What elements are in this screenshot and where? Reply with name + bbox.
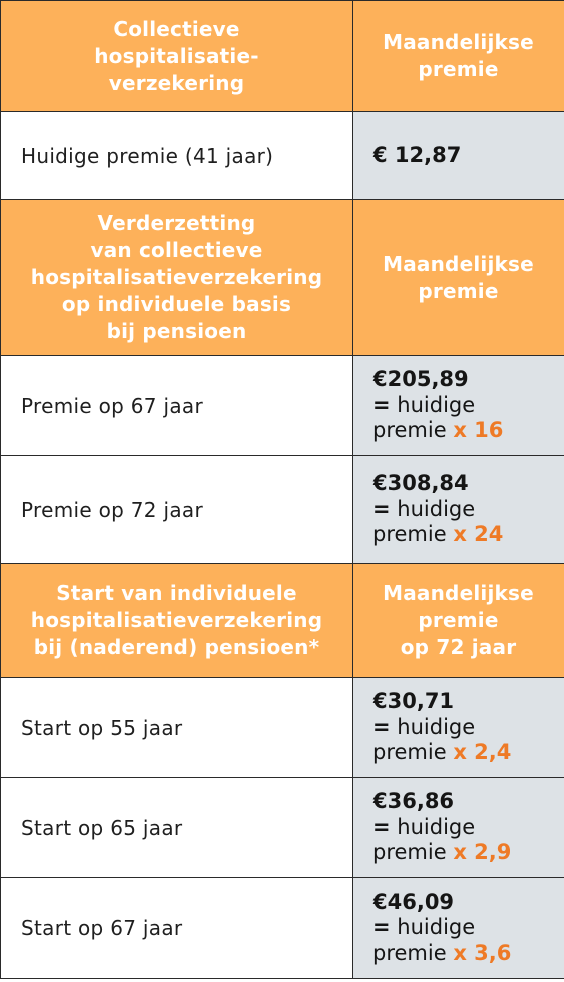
section3-header-left-text: Start van individuele hospitalisatieverzekering bij (naderend) pensioen*: [30, 581, 323, 659]
row-value: [353, 456, 564, 564]
multiplier: x 24: [453, 522, 504, 547]
multiplier: x 16: [453, 418, 504, 443]
premium-description-line1: [373, 393, 564, 419]
premium-description-line2: [373, 522, 564, 548]
description-text: premie: [373, 940, 447, 965]
table-row: [1, 356, 564, 456]
equals-sign: =: [373, 714, 391, 739]
row-value: [353, 878, 564, 979]
premium-amount: € 12,87: [373, 142, 462, 167]
row-label: Start op 67 jaar: [1, 878, 353, 979]
multiplier: x 3,6: [453, 940, 512, 965]
row-label: Premie op 72 jaar: [1, 456, 353, 564]
section1-header-left-text: Collectieve hospitalisatie- verzekering: [94, 16, 259, 95]
table-row: [1, 878, 564, 979]
description-text: huidige: [397, 714, 476, 739]
premium-description-line2: [373, 740, 564, 766]
premium-amount: €36,86: [373, 789, 455, 814]
description-text: huidige: [397, 915, 476, 940]
section2-header-row: [1, 200, 564, 356]
premium-description-line1: [373, 915, 564, 941]
premium-description-line1: [373, 715, 564, 741]
premium-description-line2: [373, 418, 564, 444]
row-value: [353, 778, 564, 878]
row-value: [353, 112, 564, 200]
section3-header-right: [353, 564, 564, 678]
premium-amount: €308,84: [373, 471, 469, 496]
premium-amount: €205,89: [373, 367, 469, 392]
description-text: huidige: [397, 496, 476, 521]
multiplier: x 2,4: [453, 740, 512, 765]
section3-header-right-text: Maandelijkse premie op 72 jaar: [383, 581, 534, 659]
equals-sign: =: [373, 915, 391, 940]
section1-header-left: [1, 1, 353, 112]
description-text: premie: [373, 418, 447, 443]
row-value: [353, 678, 564, 778]
section3-header-row: [1, 564, 564, 678]
row-label: Premie op 67 jaar: [1, 356, 353, 456]
description-text: huidige: [397, 392, 476, 417]
description-text: premie: [373, 740, 447, 765]
row-label: Start op 55 jaar: [1, 678, 353, 778]
equals-sign: =: [373, 496, 391, 521]
premium-description-line1: [373, 815, 564, 841]
premium-description-line1: [373, 497, 564, 523]
row-label: Huidige premie (41 jaar): [1, 112, 353, 200]
description-text: premie: [373, 840, 447, 865]
table-row: [1, 778, 564, 878]
description-text: huidige: [397, 814, 476, 839]
table-row: [1, 112, 564, 200]
multiplier: x 2,9: [453, 840, 512, 865]
equals-sign: =: [373, 814, 391, 839]
section2-header-left: [1, 200, 353, 356]
premium-description-line2: [373, 941, 564, 967]
table-row: [1, 678, 564, 778]
description-text: premie: [373, 522, 447, 547]
section1-header-right: [353, 1, 564, 112]
section2-header-right-text: Maandelijkse premie: [383, 251, 534, 303]
section2-header-right: [353, 200, 564, 356]
section1-header-row: [1, 1, 564, 112]
premium-amount: €30,71: [373, 689, 455, 714]
premium-amount: €46,09: [373, 889, 455, 914]
premium-description-line2: [373, 840, 564, 866]
row-value: [353, 356, 564, 456]
section2-header-left-text: Verderzetting van collectieve hospitalisatieverzekering op individuele basis bij pensioen: [30, 211, 323, 343]
section3-header-left: [1, 564, 353, 678]
equals-sign: =: [373, 392, 391, 417]
section1-header-right-text: Maandelijkse premie: [383, 30, 534, 81]
table-row: [1, 456, 564, 564]
row-label: Start op 65 jaar: [1, 778, 353, 878]
